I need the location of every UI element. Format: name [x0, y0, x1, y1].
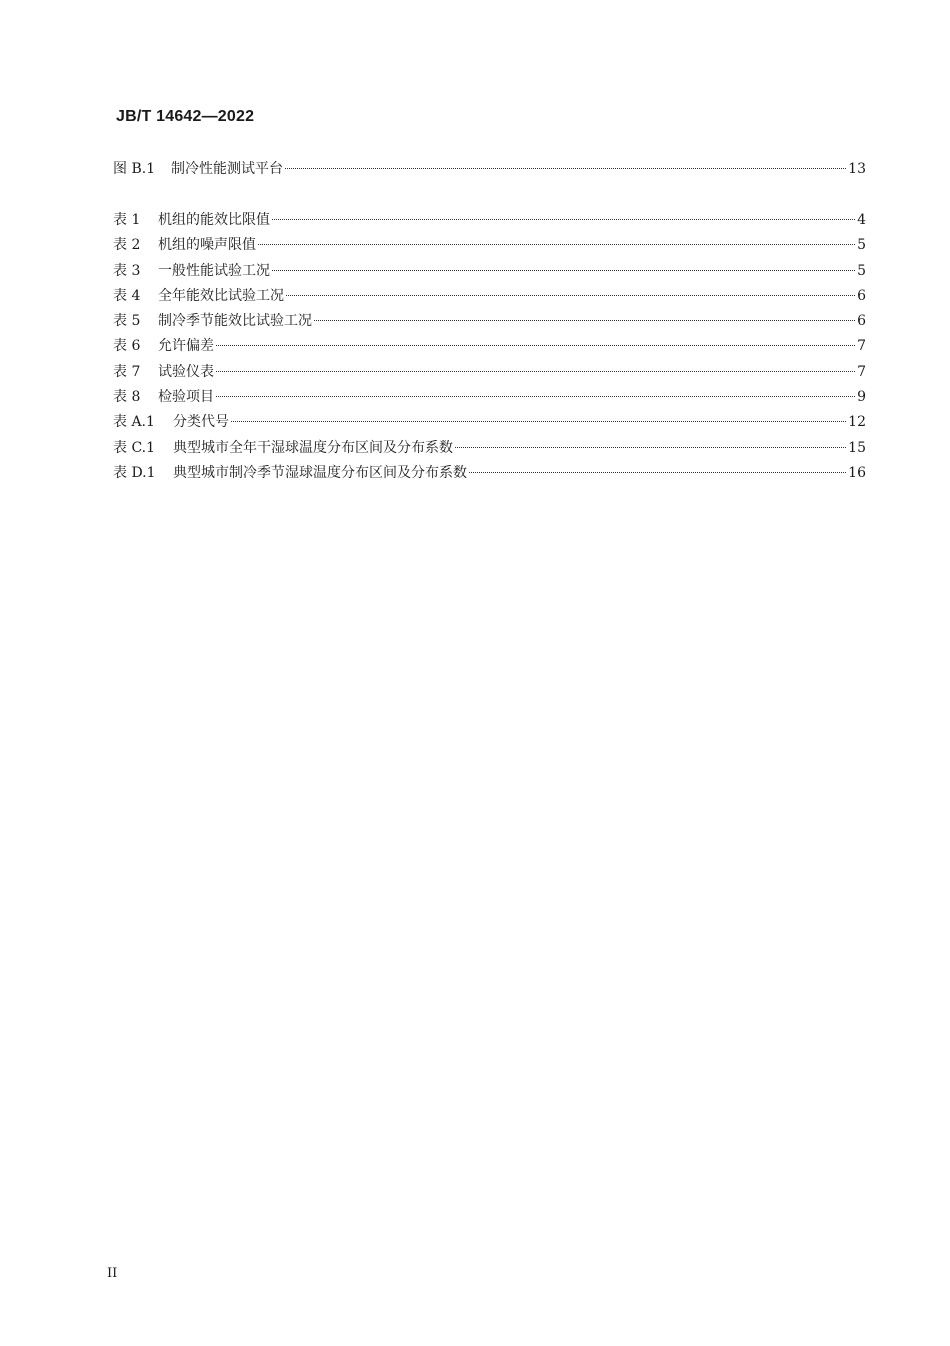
toc-entry-label: 图 B.1: [113, 161, 156, 177]
toc-entry-label: 表 D.1: [113, 464, 156, 481]
toc-entry-label: 表 2: [113, 237, 141, 254]
toc-entry[interactable]: [113, 157, 866, 182]
footer-page-number: II: [107, 1266, 118, 1281]
toc-leader-dots: [455, 447, 846, 448]
toc-leader-dots: [258, 244, 855, 245]
toc-entry-title: 制冷季节能效比试验工况: [158, 313, 312, 330]
toc-entry-page: 13: [848, 161, 866, 177]
toc-entry-label: 表 1: [113, 212, 141, 228]
toc-leader-dots: [216, 396, 855, 397]
toc-leader-dots: [285, 168, 846, 169]
toc-entry[interactable]: [113, 461, 866, 486]
toc-leader-dots: [469, 472, 846, 473]
toc-leader-dots: [272, 219, 855, 220]
toc-entry-page: 9: [857, 389, 866, 406]
toc-entry-label: 表 8: [113, 389, 141, 406]
toc-entry-label: 表 3: [113, 262, 141, 279]
toc-entry-page: 15: [848, 439, 866, 456]
standard-number-header: JB/T 14642—2022: [116, 108, 255, 125]
toc-entry[interactable]: [113, 309, 866, 334]
toc-entry-page: 16: [848, 464, 866, 481]
toc-leader-dots: [216, 371, 855, 372]
toc-entry-page: 12: [848, 414, 866, 431]
table-list: [113, 208, 866, 486]
toc-entry-title: 机组的能效比限值: [158, 212, 270, 228]
toc-entry-label: 表 7: [113, 363, 141, 380]
toc-leader-dots: [216, 345, 855, 346]
toc-entry-title: 制冷性能测试平台: [171, 161, 283, 177]
toc-entry-title: 机组的噪声限值: [158, 237, 256, 254]
toc-leader-dots: [314, 320, 855, 321]
toc-entry-title: 检验项目: [158, 389, 214, 406]
toc-leader-dots: [286, 295, 855, 296]
toc-entry-page: 5: [857, 262, 866, 279]
toc-entry-page: 5: [857, 237, 866, 254]
toc-entry[interactable]: [113, 436, 866, 461]
toc-leader-dots: [231, 421, 846, 422]
toc-entry-title: 允许偏差: [158, 338, 214, 355]
toc-leader-dots: [272, 270, 855, 271]
toc-entry-title: 典型城市制冷季节湿球温度分布区间及分布系数: [173, 464, 467, 481]
figure-list: [113, 157, 866, 182]
toc-entry-page: 6: [857, 313, 866, 330]
toc-entry[interactable]: [113, 385, 866, 410]
toc-entry-page: 4: [857, 212, 866, 228]
toc-entry[interactable]: [113, 259, 866, 284]
toc-entry-title: 典型城市全年干湿球温度分布区间及分布系数: [173, 439, 453, 456]
toc-entry-label: 表 C.1: [113, 439, 156, 456]
toc-entry-page: 7: [857, 338, 866, 355]
toc-entry-label: 表 4: [113, 287, 141, 304]
toc-entry-label: 表 A.1: [113, 414, 155, 431]
toc-entry[interactable]: [113, 208, 866, 233]
toc-entry[interactable]: [113, 334, 866, 359]
toc-entry[interactable]: [113, 360, 866, 385]
toc-entry[interactable]: [113, 410, 866, 435]
toc-entry-label: 表 5: [113, 313, 141, 330]
toc-entry-page: 7: [857, 363, 866, 380]
toc-entry-title: 试验仪表: [158, 363, 214, 380]
toc-entry-title: 全年能效比试验工况: [158, 287, 284, 304]
toc-entry-label: 表 6: [113, 338, 141, 355]
toc-entry-title: 分类代号: [173, 414, 229, 431]
toc-entry[interactable]: [113, 233, 866, 258]
toc-entry-title: 一般性能试验工况: [158, 262, 270, 279]
toc-entry-page: 6: [857, 287, 866, 304]
toc-entry[interactable]: [113, 284, 866, 309]
